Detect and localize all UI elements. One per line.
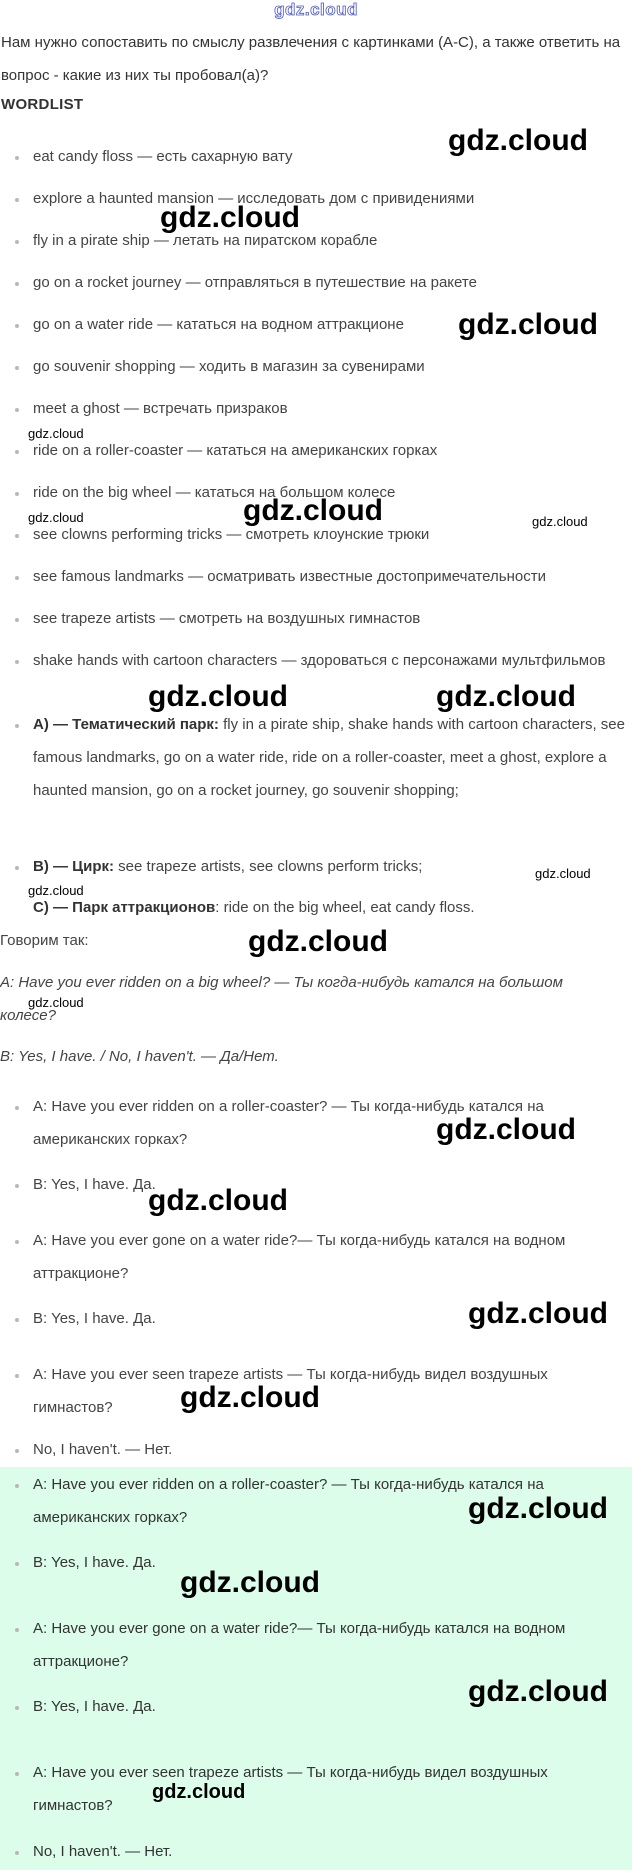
list-item: shake hands with cartoon characters — здороваться с персонажами мультфильмов: [33, 644, 628, 677]
watermark: gdz.cloud: [468, 1492, 608, 1525]
watermark: gdz.cloud: [436, 680, 576, 713]
list-item: eat candy floss — есть сахарную вату: [33, 140, 628, 173]
site-logo[interactable]: gdz.cloud: [274, 0, 358, 19]
watermark: gdz.cloud: [243, 494, 383, 527]
watermark: gdz.cloud: [160, 201, 300, 234]
answer-b-text: see trapeze artists, see clowns perform tricks;: [114, 858, 423, 875]
dialogue-line: No, I haven't. — Нет.: [33, 1433, 628, 1466]
watermark: gdz.cloud: [28, 995, 84, 1010]
dialogue-line: B: Yes, I have. Да.: [33, 1168, 628, 1201]
dialogue-line-green: No, I haven't. — Нет.: [33, 1835, 628, 1868]
dialogue-line-green: B: Yes, I have. Да.: [33, 1690, 628, 1723]
list-item: meet a ghost — встречать призраков: [33, 392, 628, 425]
dialogue-line: A: Have you ever seen trapeze artists — Ты когда-нибудь видел воздушных гимнастов?: [33, 1358, 628, 1424]
watermark: gdz.cloud: [436, 1113, 576, 1146]
watermark: gdz.cloud: [180, 1381, 320, 1414]
watermark: gdz.cloud: [248, 925, 388, 958]
list-item: go on a water ride — кататься на водном аттракционе: [33, 308, 628, 341]
watermark: gdz.cloud: [532, 514, 588, 529]
watermark: gdz.cloud: [468, 1297, 608, 1330]
watermark: gdz.cloud: [28, 426, 84, 441]
speak-intro: Говорим так:: [0, 932, 89, 949]
wordlist-heading: WORDLIST: [1, 96, 84, 113]
watermark: gdz.cloud: [535, 866, 591, 881]
answer-a: [33, 708, 628, 807]
dialogue-line: A: Have you ever ridden on a roller-coaster? — Ты когда-нибудь катался на американских горках?: [33, 1090, 628, 1156]
list-item: see famous landmarks — осматривать известные достопримечательности: [33, 560, 628, 593]
example-question: A: Have you ever ridden on a big wheel? — Ты когда-нибудь катался на большом колесе?: [0, 974, 563, 1024]
dialogue-line-green: A: Have you ever seen trapeze artists — Ты когда-нибудь видел воздушных гимнастов?: [33, 1756, 628, 1822]
list-item: fly in a pirate ship — летать на пиратском корабле: [33, 224, 628, 257]
dialogue-line-green: A: Have you ever ridden on a roller-coaster? — Ты когда-нибудь катался на американских горках?: [33, 1468, 628, 1534]
list-item: ride on the big wheel — кататься на большом колесе: [33, 476, 628, 509]
watermark: gdz.cloud: [458, 308, 598, 341]
dialogue-line-green: B: Yes, I have. Да.: [33, 1546, 628, 1579]
watermark: gdz.cloud: [28, 510, 84, 525]
watermark: gdz.cloud: [468, 1675, 608, 1708]
dialogue-line: A: Have you ever gone on a water ride?— Ты когда-нибудь катался на водном аттракционе?: [33, 1224, 628, 1290]
watermark: gdz.cloud: [148, 1184, 288, 1217]
list-item: see trapeze artists — смотреть на воздушных гимнастов: [33, 602, 628, 635]
list-item: explore a haunted mansion — исследовать дом с привидениями: [33, 182, 628, 215]
example-answer: B: Yes, I have. / No, I haven't. — Да/Нет.: [0, 1048, 279, 1065]
watermark: gdz.cloud: [28, 883, 84, 898]
task-intro: Нам нужно сопоставить по смыслу развлечения с картинками (A-C), а также ответить на вопрос - какие из них ты пробовал(а)?: [1, 34, 621, 84]
watermark: gdz.cloud: [448, 124, 588, 157]
list-item: go on a rocket journey — отправляться в путешествие на ракете: [33, 266, 628, 299]
answer-a-label: A) — Тематический парк:: [33, 716, 219, 733]
dialogue-line-green: A: Have you ever gone on a water ride?— Ты когда-нибудь катался на водном аттракционе?: [33, 1612, 628, 1678]
list-item: see clowns performing tricks — смотреть клоунские трюки: [33, 518, 628, 551]
list-item: go souvenir shopping — ходить в магазин за сувенирами: [33, 350, 628, 383]
dialogue-line: B: Yes, I have. Да.: [33, 1302, 628, 1335]
list-item: ride on a roller-coaster — кататься на американских горках: [33, 434, 628, 467]
answer-c: [33, 891, 628, 924]
watermark: gdz.cloud: [152, 1781, 246, 1803]
watermark: gdz.cloud: [180, 1566, 320, 1599]
answer-c-label: C) — Парк аттракционов: [33, 899, 216, 916]
answer-c-text: : ride on the big wheel, eat candy floss.: [215, 899, 475, 916]
watermark: gdz.cloud: [148, 680, 288, 713]
answer-b-label: B) — Цирк:: [33, 858, 115, 875]
answer-a-text: fly in a pirate ship, shake hands with cartoon characters, see famous landmarks, go on a water ride, ride on a roller-coaster, meet a ghost, explore a haunted mansion, go on a rocket journey, go souvenir shopping;: [33, 716, 625, 799]
